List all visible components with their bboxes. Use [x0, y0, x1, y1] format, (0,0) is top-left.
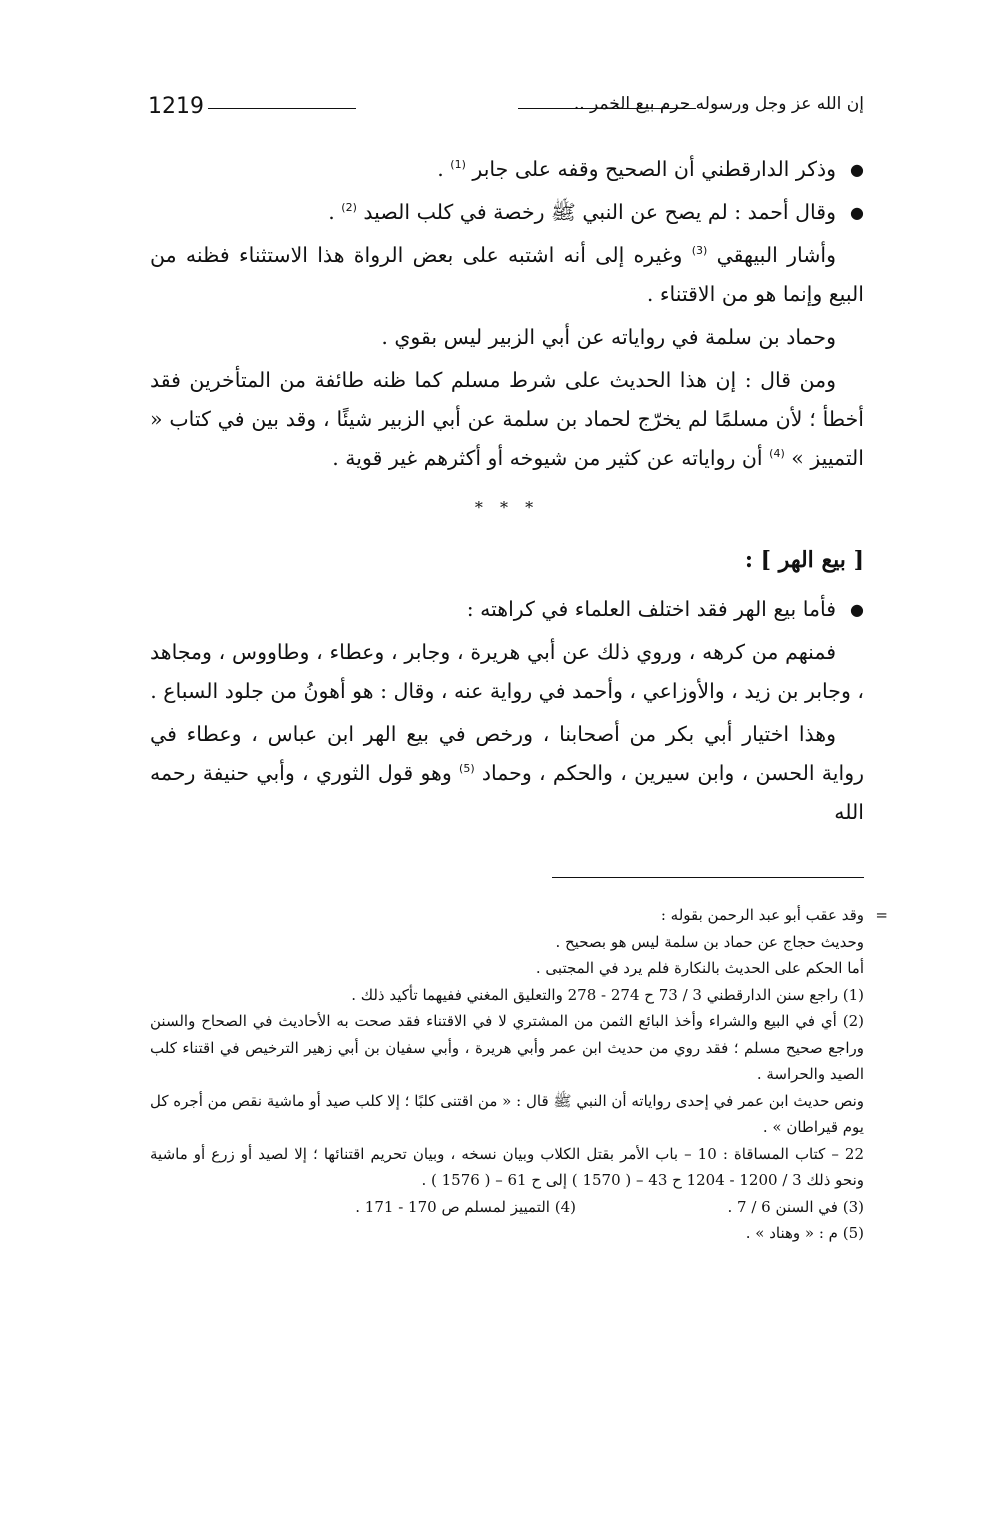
bullet-icon: ● — [850, 600, 864, 619]
footnote-ref[interactable]: (1) — [450, 158, 466, 172]
bullet-text-end: . — [437, 157, 451, 181]
footnote-5: (5) م : « وهناد » . — [745, 1224, 864, 1242]
paragraph-text: وغيره إلى أنه اشتبه على بعض الرواة هذا الاستثناء فظنه من البيع وإنما هو من الاقتناء . — [150, 243, 864, 306]
paragraph-text: أن رواياته عن كثير من شيوخه أو أكثرهم غير قوية . — [332, 446, 770, 470]
page-header — [148, 88, 864, 128]
paragraph — [150, 633, 864, 711]
paragraph-text: وهو قول الثوري ، وأبي حنيفة رحمه الله — [150, 761, 864, 824]
footnote-3: (3) في السنن 6 / 7 . — [727, 1197, 864, 1216]
footnote-ref[interactable]: (4) — [769, 447, 785, 461]
main-text — [150, 150, 864, 836]
bullet-icon: ● — [850, 203, 864, 222]
paragraph-text: وحماد بن سلمة في رواياته عن أبي الزبير ليس بقوي . — [381, 325, 836, 349]
footnote-line: وحديث حجاج عن حماد بن سلمة ليس هو بصحيح . — [555, 932, 864, 951]
bullet-text: وقال أحمد : لم يصح عن النبي ﷺ رخصة في كلب الصيد — [363, 200, 836, 224]
footnotes — [150, 902, 888, 1247]
bullet-paragraph — [150, 150, 864, 189]
section-heading: [ بيع الهر ] : — [744, 547, 864, 573]
footnote-ref[interactable]: (2) — [341, 201, 357, 215]
paragraph-text: وأشار البيهقي — [716, 243, 836, 267]
bullet-text-end: . — [328, 200, 342, 224]
paragraph — [150, 715, 864, 832]
bullet-icon: ● — [850, 160, 864, 179]
running-head: إن الله عز وجل ورسوله حرم بيع الخمر .. — [573, 94, 864, 114]
footnote-line: وقد عقب أبو عبد الرحمن بقوله : — [660, 906, 864, 924]
footnote-2-continued: ونص حديث ابن عمر في إحدى رواياته أن النبي ﷺ قال : « من اقتنى كلبًا ؛ إلا كلب صيد أو ماشية نقص من أجره كل يوم قيراطان » . — [150, 1091, 864, 1136]
paragraph-text: ومن قال : إن هذا الحديث على شرط مسلم كما ظنه طائفة من المتأخرين فقد أخطأ ؛ لأن مسلمًا لم يخرّج لحماد بن سلمة عن أبي الزبير شيئًا ، وقد بين في كتاب « التمييز » — [150, 368, 864, 470]
footnote-ref[interactable]: (5) — [459, 762, 475, 776]
paragraph — [150, 236, 864, 314]
paragraph — [150, 361, 864, 478]
paragraph-text: فمنهم من كرهه ، وروي ذلك عن أبي هريرة ، وجابر ، وعطاء ، وطاووس ، ومجاهد ، وجابر بن زيد ، والأوزاعي ، وأحمد في رواية عنه ، وقال : هو أهونُ من جلود السباع . — [150, 640, 864, 703]
footnote-continuation-marker: = — [875, 906, 888, 924]
footnote-1: (1) راجع سنن الدارقطني 3 / 73 ح 274 - 278 والتعليق المغني ففيهما تأكيد ذلك . — [351, 985, 864, 1004]
footnote-ref[interactable]: (3) — [691, 244, 708, 258]
bullet-text: فأما بيع الهر فقد اختلف العلماء في كراهته : — [466, 597, 836, 621]
footnote-2: (2) أي في البيع والشراء وأخذ البائع الثمن من المشتري لا في الاقتناء فقد صحت به الأحاديث في الصحاح والسنن وراجع صحيح مسلم ؛ فقد روي من حديث ابن عمر وأبي هريرة ، وأبي سفيان بن أبي زهير الترخيص في اقتناء كلب الصيد والحراسة . — [150, 1012, 864, 1083]
footnote-4: (4) التمييز لمسلم ص 170 - 171 . — [355, 1197, 576, 1216]
paragraph — [150, 318, 864, 357]
page-number: 1219 — [148, 94, 204, 119]
paragraph-text: وهذا اختيار أبي بكر من أصحابنا ، ورخص في بيع الهر ابن عباس ، وعطاء في رواية الحسن ، وابن سيرين ، والحكم ، وحماد — [150, 722, 864, 785]
bullet-paragraph — [150, 193, 864, 232]
footnote-row — [150, 1194, 864, 1221]
bullet-paragraph — [150, 590, 864, 629]
bullet-text: وذكر الدارقطني أن الصحيح وقفه على جابر — [472, 157, 836, 181]
section-separator: * * * — [474, 498, 540, 517]
footnote-2-citation: 22 – كتاب المساقاة : 10 – باب الأمر بقتل الكلاب وبيان نسخه ، وبيان تحريم اقتنائها ؛ إلا لصيد أو زرع أو ماشية ونحو ذلك 3 / 1200 - 1204 ح 43 – ( 1570 ) إلى ح 61 – ( 1576 ) . — [150, 1144, 864, 1189]
header-rule — [208, 108, 356, 109]
footnote-line: أما الحكم على الحديث بالنكارة فلم يرد في المجتبى . — [535, 959, 864, 977]
footnote-separator — [552, 877, 864, 878]
